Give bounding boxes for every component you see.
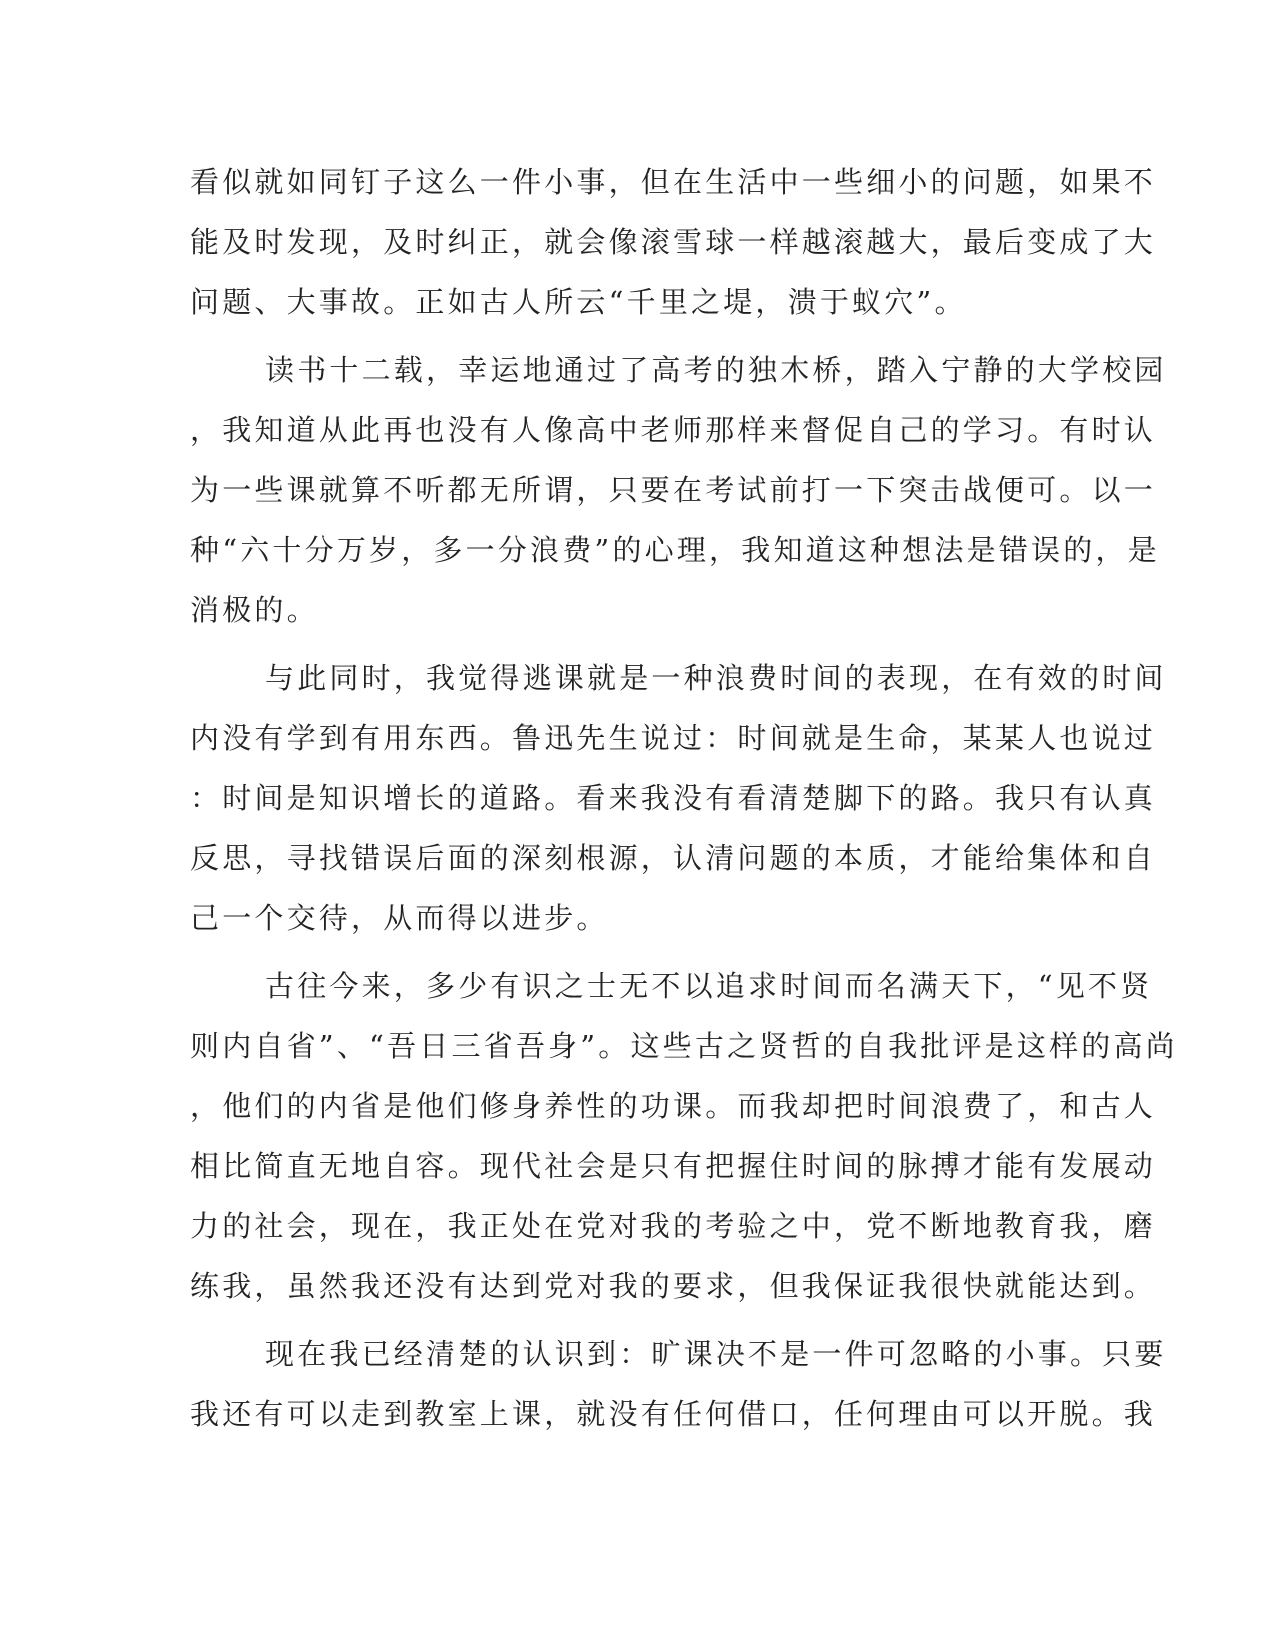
text-line: 问题、大事故。正如古人所云“千里之堤，溃于蚁穴”。 — [190, 285, 967, 319]
text-line: ：时间是知识增长的道路。看来我没有看清楚脚下的路。我只有认真 — [190, 781, 1157, 815]
paragraph-first-line: 读书十二载，幸运地通过了高考的独木桥，踏入宁静的大学校园 — [265, 353, 1167, 387]
text-line: ，我知道从此再也没有人像高中老师那样来督促自己的学习。有时认 — [190, 413, 1157, 447]
text-line: 反思，寻找错误后面的深刻根源，认清问题的本质，才能给集体和自 — [190, 841, 1157, 875]
text-line: 种“六十分万岁，多一分浪费”的心理，我知道这种想法是错误的，是 — [190, 533, 1160, 567]
text-line: 消极的。 — [190, 593, 319, 627]
paragraph-first-line: 现在我已经清楚的认识到：旷课决不是一件可忽略的小事。只要 — [265, 1337, 1167, 1371]
text-line: 则内自省”、“吾日三省吾身”。这些古之贤哲的自我批评是这样的高尚 — [190, 1029, 1178, 1063]
text-line: ，他们的内省是他们修身养性的功课。而我却把时间浪费了，和古人 — [190, 1089, 1157, 1123]
text-line: 看似就如同钉子这么一件小事，但在生活中一些细小的问题，如果不 — [190, 165, 1157, 199]
text-line: 己一个交待，从而得以进步。 — [190, 901, 609, 935]
text-line: 相比简直无地自容。现代社会是只有把握住时间的脉搏才能有发展动 — [190, 1149, 1157, 1183]
paragraph-first-line: 古往今来，多少有识之士无不以追求时间而名满天下，“见不贤 — [265, 969, 1153, 1003]
text-line: 我还有可以走到教室上课，就没有任何借口，任何理由可以开脱。我 — [190, 1397, 1157, 1431]
text-line: 内没有学到有用东西。鲁迅先生说过：时间就是生命，某某人也说过 — [190, 721, 1157, 755]
text-line: 为一些课就算不听都无所谓，只要在考试前打一下突击战便可。以一 — [190, 473, 1157, 507]
text-line: 练我，虽然我还没有达到党对我的要求，但我保证我很快就能达到。 — [190, 1269, 1157, 1303]
text-line: 力的社会，现在，我正处在党对我的考验之中，党不断地教育我，磨 — [190, 1209, 1157, 1243]
text-line: 能及时发现，及时纠正，就会像滚雪球一样越滚越大，最后变成了大 — [190, 225, 1157, 259]
paragraph-first-line: 与此同时，我觉得逃课就是一种浪费时间的表现，在有效的时间 — [265, 661, 1167, 695]
